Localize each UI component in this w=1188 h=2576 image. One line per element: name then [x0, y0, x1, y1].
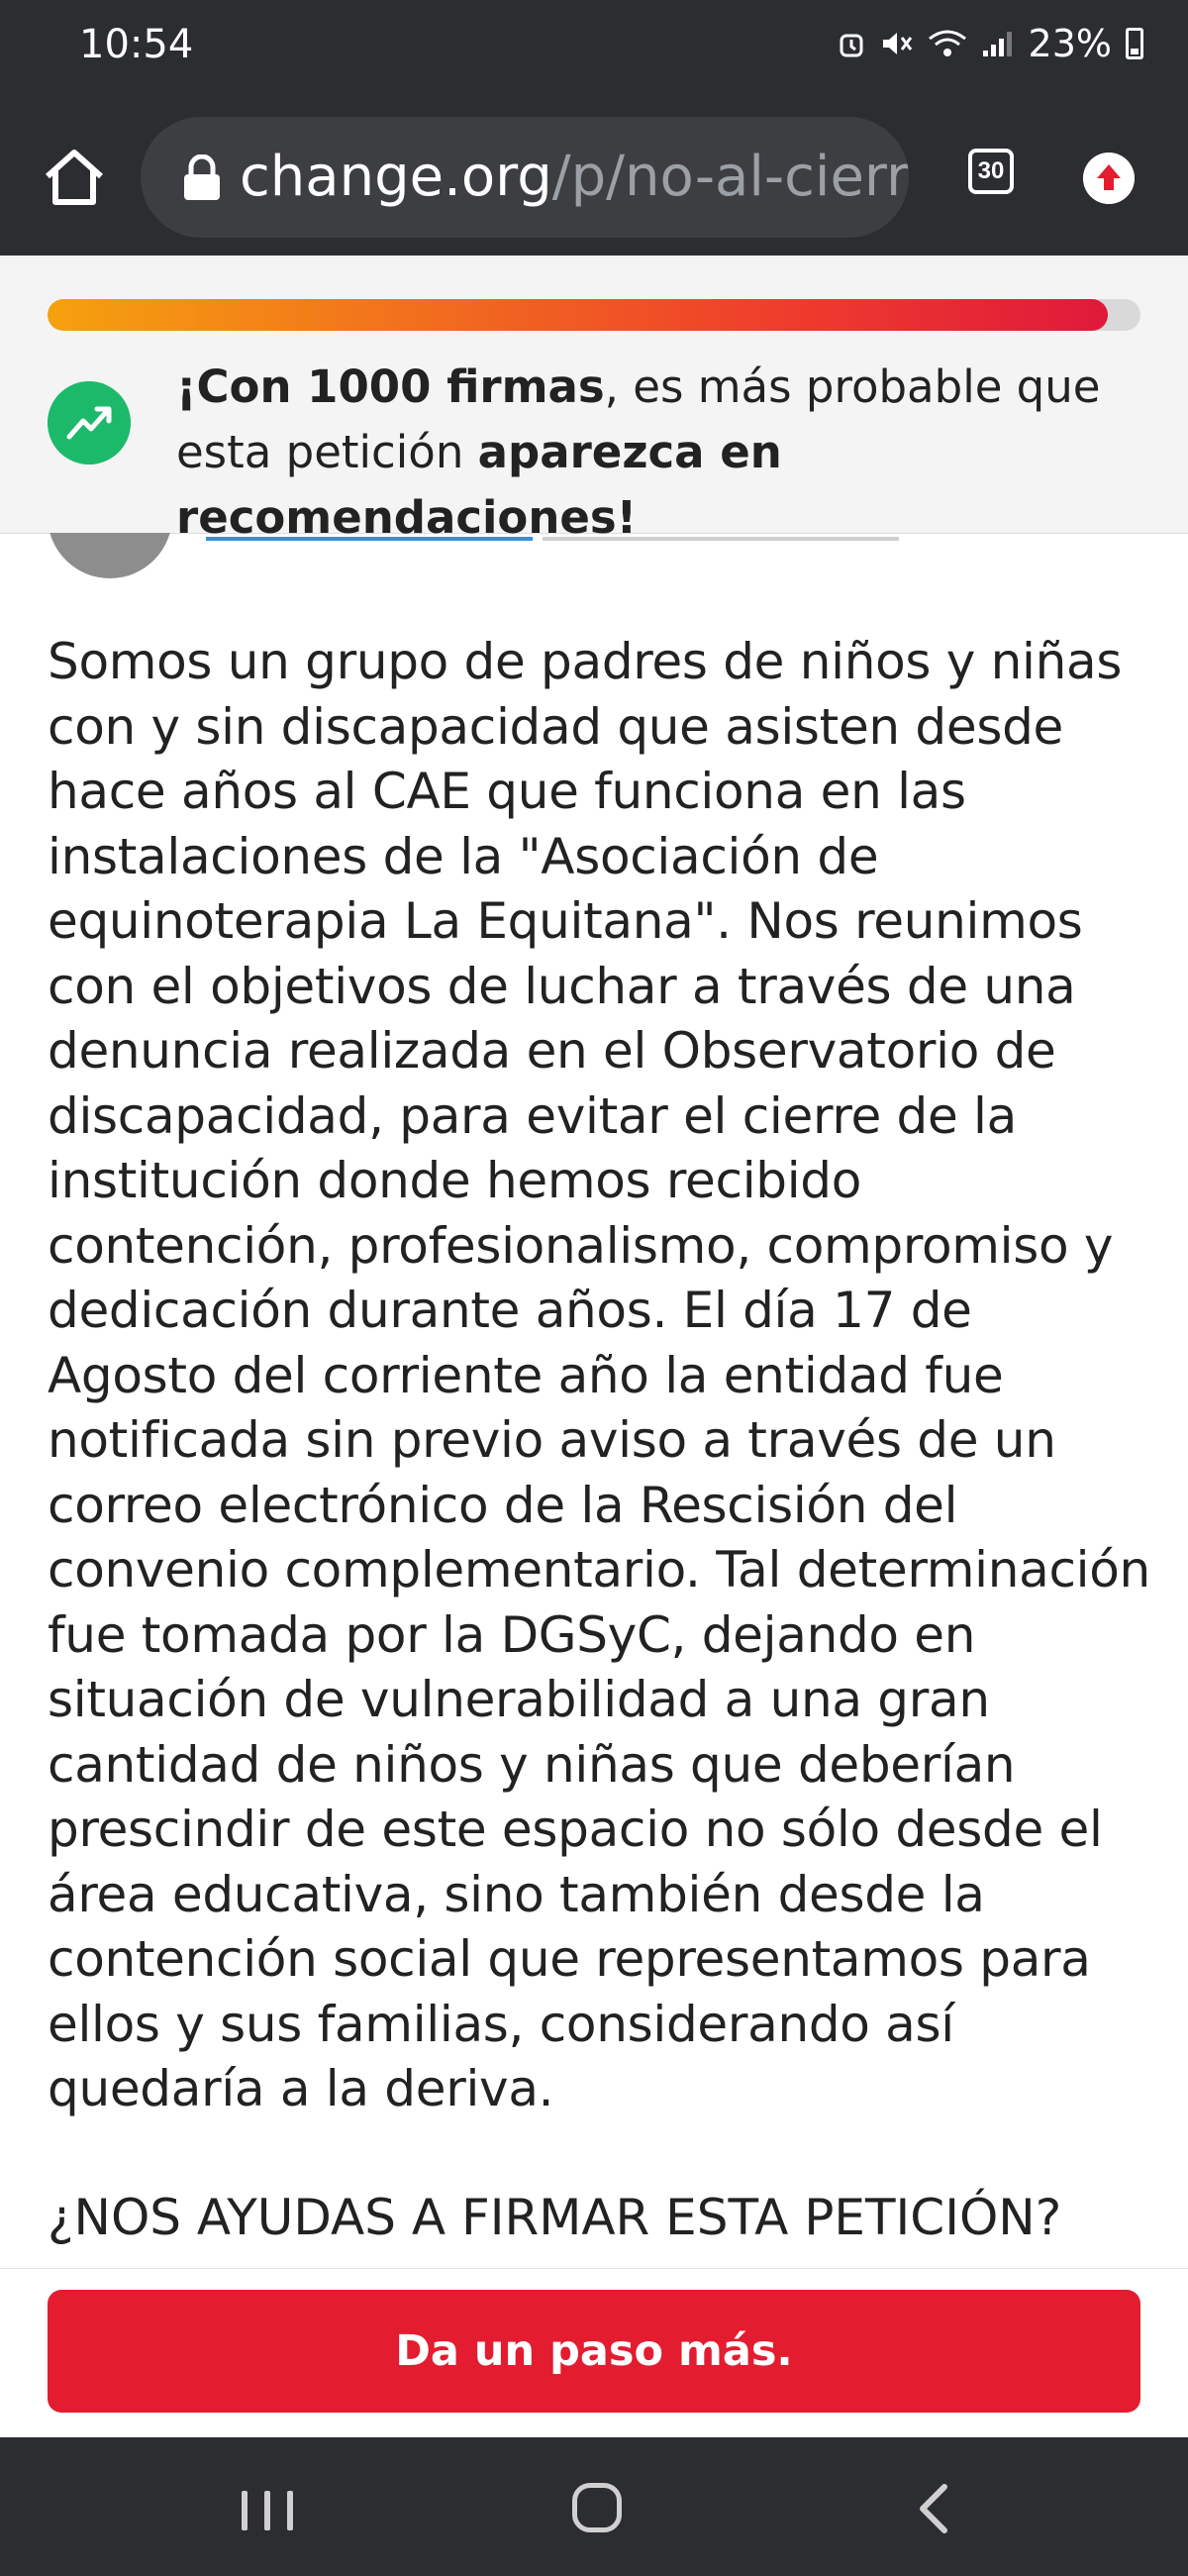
signal-icon: [981, 29, 1015, 58]
petition-body: Somos un grupo de padres de niños y niñas con y sin discapacidad que asisten desde hace años al CAE que funciona en las instalaciones de la "Asociación de equinoterapia La Equitana". Nos reunimos con el objetivos de luchar a través de una denuncia realizada en el Observatorio de discapacidad, para evitar el cierre de la institución donde hemos recibido contención, profesionalismo, compromiso y dedicación durante años. El día 17 de Agosto del corriente año la entidad fue notificada sin previo aviso a través de un correo electrónico de la Rescisión del convenio complementario. Tal determinación fue tomada por la DGSyC, dejando en situación de vulnerabilidad a una gran cantidad de niños y niñas que deberían prescindir de este espacio no sólo desde el área educativa, sino también desde la contención social que representamos para ellos y sus familias, considerando así quedaría a la deriva.: [48, 633, 1150, 2117]
status-bar: [0, 0, 1188, 99]
author-link[interactable]: [206, 533, 533, 541]
avatar: [48, 533, 172, 578]
back-icon[interactable]: [911, 2481, 954, 2536]
take-step-button[interactable]: Da un paso más.: [48, 2290, 1140, 2413]
banner-message: [176, 355, 1156, 551]
wifi-icon: [928, 29, 967, 58]
trending-up-icon: [48, 381, 131, 464]
banner-normal: , es más probable que esta petición: [176, 361, 1101, 478]
tab-switcher-button[interactable]: 30: [968, 149, 1014, 194]
petition-question: ¿NOS AYUDAS A FIRMAR ESTA PETICIÓN?: [48, 2189, 1062, 2246]
mute-icon: [880, 29, 914, 58]
author-row-partial: [0, 533, 1188, 582]
url-path: /p/no-al-cierr: [551, 145, 909, 209]
home-circle-icon[interactable]: [572, 2483, 622, 2532]
upload-icon[interactable]: [1083, 153, 1135, 204]
banner-bold-end: aparezca en recomendaciones!: [176, 426, 782, 544]
address-bar[interactable]: [141, 117, 909, 238]
author-caption: [543, 533, 899, 541]
system-nav-bar: [0, 2437, 1188, 2576]
signature-progress-fill: [48, 299, 1108, 331]
lock-icon: [180, 155, 224, 202]
signature-goal-banner: [0, 256, 1188, 544]
url-domain: change.org: [240, 145, 552, 209]
recents-icon[interactable]: [242, 2491, 293, 2530]
battery-percent: 23%: [1028, 22, 1112, 65]
banner-bold-start: ¡Con 1000 firmas: [176, 361, 605, 413]
cta-footer: [0, 2268, 1188, 2437]
battery-icon: [1126, 28, 1143, 59]
browser-toolbar: [0, 99, 1188, 256]
url-text: [240, 145, 909, 209]
alarm-icon: [837, 29, 866, 58]
home-icon[interactable]: [40, 143, 109, 212]
signature-progress-bar: [48, 299, 1140, 331]
status-time: 10:54: [79, 22, 194, 67]
status-icons: [837, 22, 1143, 65]
